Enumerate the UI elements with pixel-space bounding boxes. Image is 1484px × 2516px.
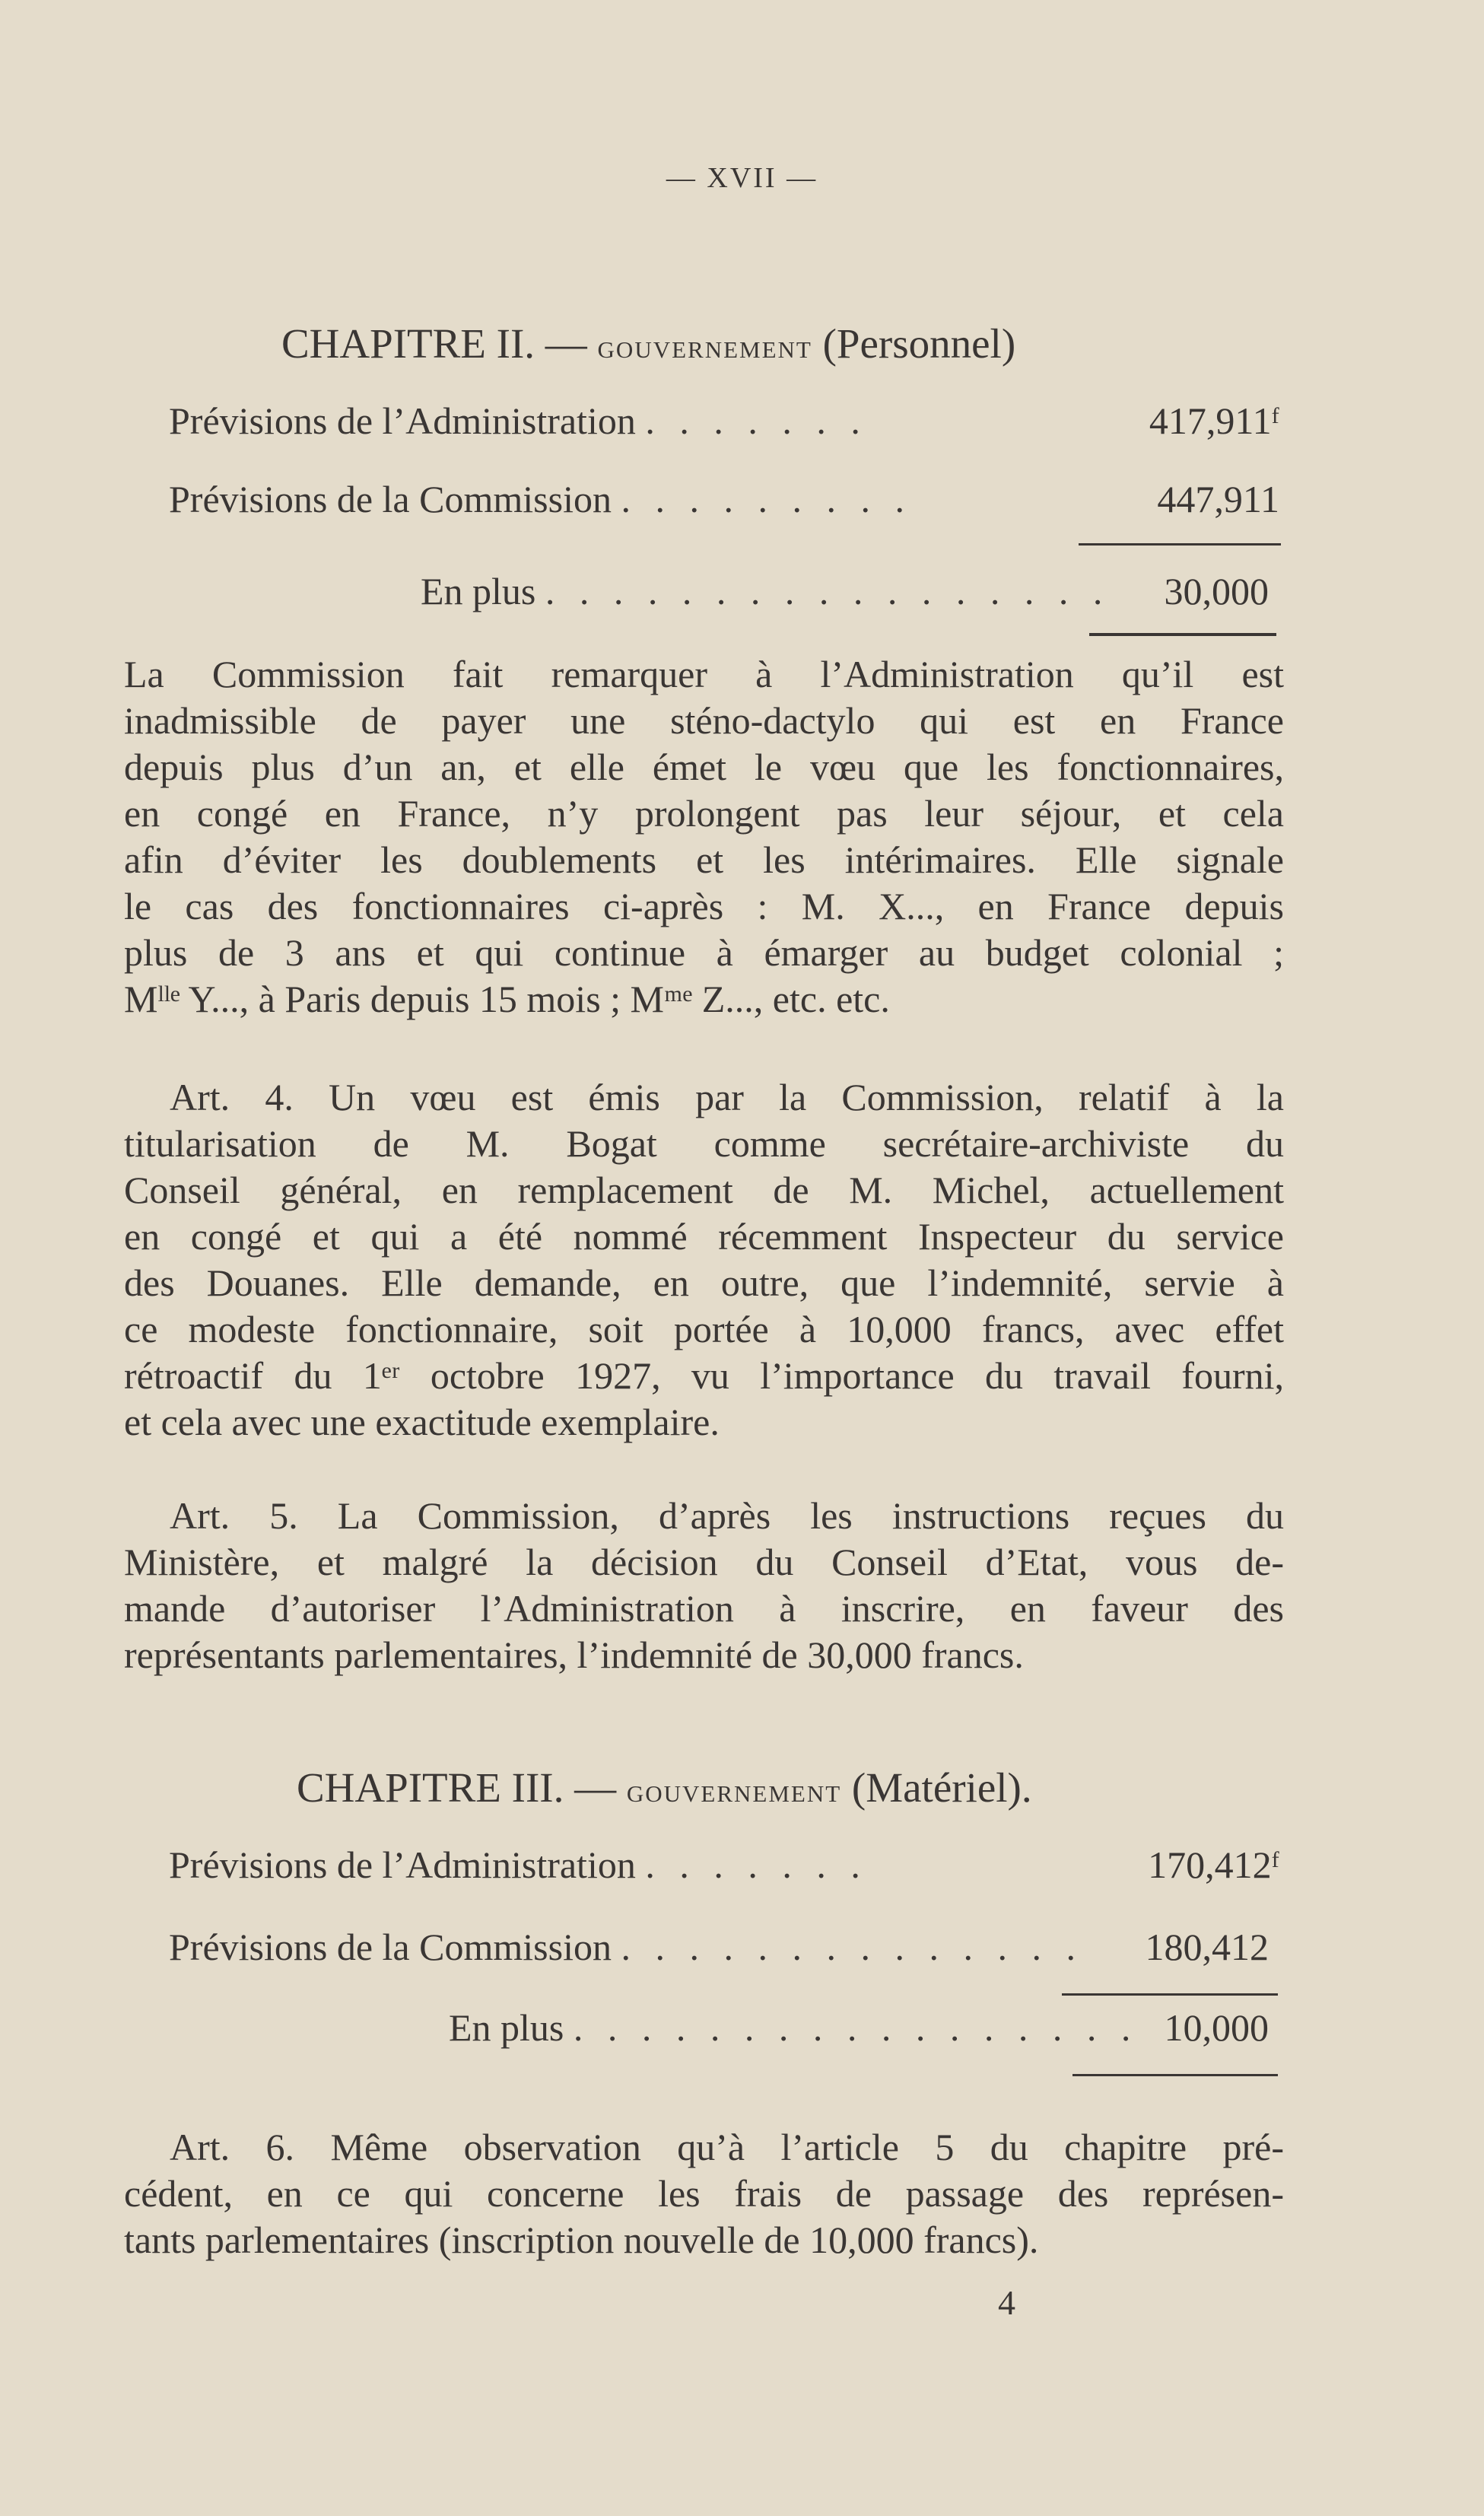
paragraph-line: afin d’éviter les doublements et les intérimaires. Elle signale <box>124 838 1284 881</box>
chapter-2-heading-suffix: (Personnel) <box>822 320 1016 367</box>
leader-dots: . . . . . . . <box>645 399 868 442</box>
paragraph-line: et cela avec une exactitude exemplaire. <box>124 1401 720 1443</box>
paragraph-line: en congé et qui a été nommé récemment Inspecteur du service <box>124 1215 1284 1258</box>
chapter-3-heading <box>297 1764 1032 1811</box>
chapter-3-value-administration: 170,412ᶠ <box>1148 1843 1279 1886</box>
leader-dots: . . . . . . . . . . . . . . . . . <box>545 570 1111 612</box>
sum-rule <box>1062 1993 1278 1996</box>
chapter-3-value-total: 10,000 <box>1164 2006 1269 2049</box>
paragraph-line: mande d’autoriser l’Administration à inscrire, en faveur des <box>124 1587 1284 1630</box>
chapter-3-row-administration <box>169 1843 868 1887</box>
chapter-2-row-commission <box>169 477 912 521</box>
paragraph-line: cédent, en ce qui concerne les frais de passage des représen- <box>124 2172 1284 2215</box>
row-label: En plus <box>449 2006 564 2049</box>
row-label: Prévisions de l’Administration <box>169 399 636 442</box>
chapter-3-value-commission: 180,412 <box>1145 1926 1269 1968</box>
chapter-3-row-total <box>449 2005 1138 2050</box>
article-6-paragraph <box>124 2124 1284 2263</box>
paragraph-line: le cas des fonctionnaires ci-après : M. X..., en France depuis <box>124 885 1284 927</box>
paragraph-line: Ministère, et malgré la décision du Conseil d’Etat, vous de- <box>124 1541 1284 1583</box>
paragraph-line: en congé en France, n’y prolongent pas leur séjour, et cela <box>124 792 1284 835</box>
leader-dots: . . . . . . . . . <box>621 478 912 520</box>
paragraph-line: titularisation de M. Bogat comme secrétaire-archiviste du <box>124 1122 1284 1165</box>
paragraph-line: ce modeste fonctionnaire, soit portée à 10,000 francs, avec effet <box>124 1308 1284 1350</box>
signature-mark: 4 <box>998 2283 1015 2322</box>
chapter-3-heading-suffix: (Matériel). <box>851 1764 1032 1811</box>
paragraph-line: tants parlementaires (inscription nouvelle de 10,000 francs). <box>124 2219 1039 2261</box>
chapter-2-value-administration: 417,911ᶠ <box>1149 399 1279 442</box>
chapter-2-heading-smallcaps: gouvernement <box>597 328 812 365</box>
chapter-2-value-total: 30,000 <box>1164 570 1269 612</box>
total-rule <box>1089 633 1276 636</box>
row-label: En plus <box>421 570 536 612</box>
leader-dots: . . . . . . . . . . . . . . . . . <box>573 2006 1139 2049</box>
chapter-2-row-total <box>421 569 1110 613</box>
paragraph-line: des Douanes. Elle demande, en outre, que l’indemnité, servie à <box>124 1261 1284 1304</box>
chapter-2-row-administration <box>169 399 868 443</box>
chapter-3-heading-prefix: CHAPITRE III. — <box>297 1764 617 1811</box>
paragraph-line: La Commission fait remarquer à l’Administration qu’il est <box>124 653 1284 695</box>
paragraph-line: Art. 5. La Commission, d’après les instructions reçues du <box>170 1494 1284 1537</box>
paragraph-line: représentants parlementaires, l’indemnité de 30,000 francs. <box>124 1633 1024 1676</box>
paragraph-line: depuis plus d’un an, et elle émet le vœu que les fonctionnaires, <box>124 746 1284 788</box>
row-label: Prévisions de la Commission <box>169 478 612 520</box>
chapter-2-heading <box>281 320 1015 367</box>
paragraph-line: inadmissible de payer une sténo-dactylo qui est en France <box>124 699 1284 742</box>
paragraph-line: Mˡˡᵉ Y..., à Paris depuis 15 mois ; Mᵐᵉ Z..., etc. etc. <box>124 978 890 1020</box>
leader-dots: . . . . . . . <box>645 1843 868 1886</box>
chapter-2-heading-prefix: CHAPITRE II. — <box>281 320 587 367</box>
page-folio: — XVII — <box>666 162 818 194</box>
row-label: Prévisions de l’Administration <box>169 1843 636 1886</box>
chapter-3-row-commission <box>169 1925 1083 1969</box>
article-4-paragraph <box>124 1074 1284 1446</box>
chapter-2-paragraph <box>124 651 1284 1023</box>
paragraph-line: Art. 4. Un vœu est émis par la Commission, relatif à la <box>170 1076 1284 1118</box>
total-rule <box>1072 2074 1278 2076</box>
paragraph-line: Art. 6. Même observation qu’à l’article 5 du chapitre pré- <box>170 2126 1284 2168</box>
row-label: Prévisions de la Commission <box>169 1926 612 1968</box>
leader-dots: . . . . . . . . . . . . . . <box>621 1926 1083 1968</box>
chapter-2-value-commission: 447,911 <box>1157 478 1279 520</box>
sum-rule <box>1079 543 1281 546</box>
article-5-paragraph <box>124 1493 1284 1678</box>
paragraph-line: rétroactif du 1ᵉʳ octobre 1927, vu l’importance du travail fourni, <box>124 1354 1284 1397</box>
paragraph-line: plus de 3 ans et qui continue à émarger au budget colonial ; <box>124 931 1284 974</box>
paragraph-line: Conseil général, en remplacement de M. Michel, actuellement <box>124 1169 1284 1211</box>
chapter-3-heading-smallcaps: gouvernement <box>626 1772 842 1809</box>
